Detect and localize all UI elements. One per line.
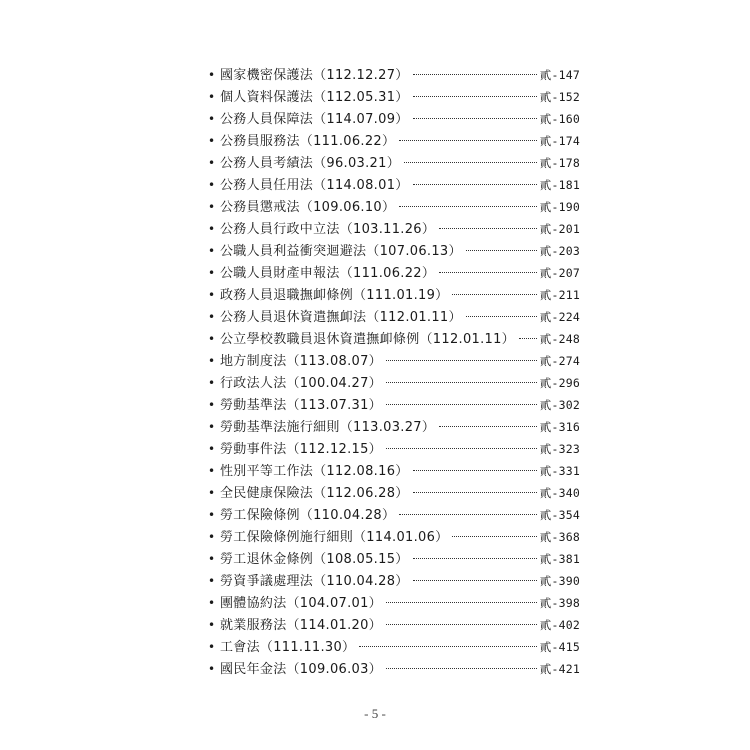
toc-entry-title: 個人資料保護法（112.05.31） bbox=[220, 90, 409, 105]
bullet-icon: • bbox=[208, 68, 216, 82]
bullet-icon: • bbox=[208, 574, 216, 588]
toc-entry-title: 公務人員考績法（96.03.21） bbox=[220, 156, 400, 171]
toc-entry-title: 團體協約法（104.07.01） bbox=[220, 596, 382, 611]
bullet-icon: • bbox=[208, 178, 216, 192]
toc-entry-title: 勞工退休金條例（108.05.15） bbox=[220, 552, 409, 567]
toc-entry-title: 性別平等工作法（112.08.16） bbox=[220, 464, 409, 479]
dot-leader bbox=[386, 668, 537, 669]
toc-entry-title: 公務人員任用法（114.08.01） bbox=[220, 178, 409, 193]
toc-entry-page: 貳-207 bbox=[539, 266, 580, 280]
toc-entry-title: 公務人員行政中立法（103.11.26） bbox=[220, 222, 436, 237]
toc-entry-page: 貳-354 bbox=[539, 508, 580, 522]
dot-leader bbox=[399, 206, 537, 207]
toc-entry-page: 貳-201 bbox=[539, 222, 580, 236]
toc-entry bbox=[208, 174, 580, 196]
toc-entry-page: 貳-331 bbox=[539, 464, 580, 478]
toc-entry bbox=[208, 328, 580, 350]
bullet-icon: • bbox=[208, 266, 216, 280]
toc-entry bbox=[208, 460, 580, 482]
toc-entry bbox=[208, 526, 580, 548]
bullet-icon: • bbox=[208, 508, 216, 522]
dot-leader bbox=[386, 602, 537, 603]
toc-entry bbox=[208, 108, 580, 130]
toc-entry bbox=[208, 240, 580, 262]
toc-entry-page: 貳-316 bbox=[539, 420, 580, 434]
dot-leader bbox=[413, 96, 537, 97]
toc-entry-title: 公立學校教職員退休資遣撫卹條例（112.01.11） bbox=[220, 332, 515, 347]
toc-entry bbox=[208, 504, 580, 526]
bullet-icon: • bbox=[208, 618, 216, 632]
dot-leader bbox=[466, 316, 537, 317]
dot-leader bbox=[399, 514, 537, 515]
toc-entry bbox=[208, 614, 580, 636]
toc-entry bbox=[208, 64, 580, 86]
toc-entry-page: 貳-147 bbox=[539, 68, 580, 82]
dot-leader bbox=[466, 250, 537, 251]
bullet-icon: • bbox=[208, 486, 216, 500]
toc-entry-title: 就業服務法（114.01.20） bbox=[220, 618, 382, 633]
toc-entry-page: 貳-224 bbox=[539, 310, 580, 324]
dot-leader bbox=[404, 162, 537, 163]
dot-leader bbox=[439, 272, 537, 273]
toc-entry-title: 工會法（111.11.30） bbox=[220, 640, 356, 655]
dot-leader bbox=[413, 470, 537, 471]
bullet-icon: • bbox=[208, 310, 216, 324]
toc-entry bbox=[208, 218, 580, 240]
dot-leader bbox=[452, 536, 536, 537]
toc-entry-title: 勞資爭議處理法（110.04.28） bbox=[220, 574, 409, 589]
toc-entry-page: 貳-152 bbox=[539, 90, 580, 104]
dot-leader bbox=[386, 382, 537, 383]
toc-entry-page: 貳-323 bbox=[539, 442, 580, 456]
dot-leader bbox=[386, 360, 537, 361]
bullet-icon: • bbox=[208, 596, 216, 610]
toc-entry bbox=[208, 394, 580, 416]
toc-entry-title: 勞動事件法（112.12.15） bbox=[220, 442, 382, 457]
bullet-icon: • bbox=[208, 90, 216, 104]
bullet-icon: • bbox=[208, 442, 216, 456]
bullet-icon: • bbox=[208, 332, 216, 346]
toc-entry-page: 貳-302 bbox=[539, 398, 580, 412]
toc-entry-page: 貳-203 bbox=[539, 244, 580, 258]
bullet-icon: • bbox=[208, 244, 216, 258]
toc-entry bbox=[208, 262, 580, 284]
bullet-icon: • bbox=[208, 112, 216, 126]
bullet-icon: • bbox=[208, 156, 216, 170]
toc-entry-title: 政務人員退職撫卹條例（111.01.19） bbox=[220, 288, 449, 303]
toc-entry bbox=[208, 416, 580, 438]
toc-entry-page: 貳-421 bbox=[539, 662, 580, 676]
toc-entry-page: 貳-174 bbox=[539, 134, 580, 148]
toc-entry-title: 公職人員利益衝突迴避法（107.06.13） bbox=[220, 244, 462, 259]
toc-entry-title: 公務人員保障法（114.07.09） bbox=[220, 112, 409, 127]
dot-leader bbox=[386, 404, 537, 405]
toc-entry-page: 貳-181 bbox=[539, 178, 580, 192]
dot-leader bbox=[386, 448, 537, 449]
bullet-icon: • bbox=[208, 552, 216, 566]
toc-entry-title: 公務員懲戒法（109.06.10） bbox=[220, 200, 396, 215]
toc-entry-page: 貳-160 bbox=[539, 112, 580, 126]
toc-entry bbox=[208, 438, 580, 460]
toc-entry-page: 貳-398 bbox=[539, 596, 580, 610]
toc-entry-page: 貳-390 bbox=[539, 574, 580, 588]
toc-entry-title: 全民健康保險法（112.06.28） bbox=[220, 486, 409, 501]
dot-leader bbox=[386, 624, 537, 625]
toc-entry bbox=[208, 636, 580, 658]
bullet-icon: • bbox=[208, 354, 216, 368]
table-of-contents bbox=[208, 64, 580, 680]
toc-entry-title: 勞工保險條例施行細則（114.01.06） bbox=[220, 530, 449, 545]
dot-leader bbox=[413, 558, 537, 559]
toc-entry-page: 貳-296 bbox=[539, 376, 580, 390]
toc-entry-page: 貳-402 bbox=[539, 618, 580, 632]
toc-entry-page: 貳-415 bbox=[539, 640, 580, 654]
toc-entry bbox=[208, 152, 580, 174]
toc-entry bbox=[208, 548, 580, 570]
toc-entry-title: 公務員服務法（111.06.22） bbox=[220, 134, 396, 149]
dot-leader bbox=[413, 118, 537, 119]
bullet-icon: • bbox=[208, 376, 216, 390]
toc-entry bbox=[208, 658, 580, 680]
dot-leader bbox=[413, 74, 537, 75]
toc-entry-page: 貳-274 bbox=[539, 354, 580, 368]
bullet-icon: • bbox=[208, 222, 216, 236]
toc-entry bbox=[208, 86, 580, 108]
dot-leader bbox=[413, 580, 537, 581]
toc-entry-title: 國民年金法（109.06.03） bbox=[220, 662, 382, 677]
toc-entry-title: 勞工保險條例（110.04.28） bbox=[220, 508, 396, 523]
toc-entry-page: 貳-190 bbox=[539, 200, 580, 214]
bullet-icon: • bbox=[208, 134, 216, 148]
toc-entry-title: 國家機密保護法（112.12.27） bbox=[220, 68, 409, 83]
toc-entry bbox=[208, 350, 580, 372]
page-number: - 5 - bbox=[364, 706, 386, 721]
dot-leader bbox=[413, 184, 537, 185]
bullet-icon: • bbox=[208, 398, 216, 412]
dot-leader bbox=[413, 492, 537, 493]
toc-entry-page: 貳-178 bbox=[539, 156, 580, 170]
toc-entry-page: 貳-248 bbox=[539, 332, 580, 346]
toc-entry-page: 貳-211 bbox=[539, 288, 580, 302]
toc-entry-title: 地方制度法（113.08.07） bbox=[220, 354, 382, 369]
dot-leader bbox=[399, 140, 537, 141]
dot-leader bbox=[439, 228, 537, 229]
dot-leader bbox=[519, 338, 537, 339]
bullet-icon: • bbox=[208, 464, 216, 478]
toc-entry bbox=[208, 372, 580, 394]
bullet-icon: • bbox=[208, 662, 216, 676]
toc-entry bbox=[208, 570, 580, 592]
dot-leader bbox=[452, 294, 536, 295]
bullet-icon: • bbox=[208, 530, 216, 544]
toc-entry bbox=[208, 482, 580, 504]
bullet-icon: • bbox=[208, 420, 216, 434]
toc-entry-title: 勞動基準法施行細則（113.03.27） bbox=[220, 420, 436, 435]
toc-entry bbox=[208, 130, 580, 152]
toc-entry bbox=[208, 196, 580, 218]
toc-entry-page: 貳-340 bbox=[539, 486, 580, 500]
dot-leader bbox=[359, 646, 536, 647]
bullet-icon: • bbox=[208, 640, 216, 654]
toc-entry bbox=[208, 306, 580, 328]
toc-entry-page: 貳-381 bbox=[539, 552, 580, 566]
bullet-icon: • bbox=[208, 200, 216, 214]
toc-entry-title: 勞動基準法（113.07.31） bbox=[220, 398, 382, 413]
dot-leader bbox=[439, 426, 537, 427]
toc-entry-title: 行政法人法（100.04.27） bbox=[220, 376, 382, 391]
toc-entry-title: 公職人員財產申報法（111.06.22） bbox=[220, 266, 436, 281]
toc-entry-page: 貳-368 bbox=[539, 530, 580, 544]
toc-entry bbox=[208, 592, 580, 614]
bullet-icon: • bbox=[208, 288, 216, 302]
toc-entry-title: 公務人員退休資遣撫卹法（112.01.11） bbox=[220, 310, 462, 325]
toc-entry bbox=[208, 284, 580, 306]
